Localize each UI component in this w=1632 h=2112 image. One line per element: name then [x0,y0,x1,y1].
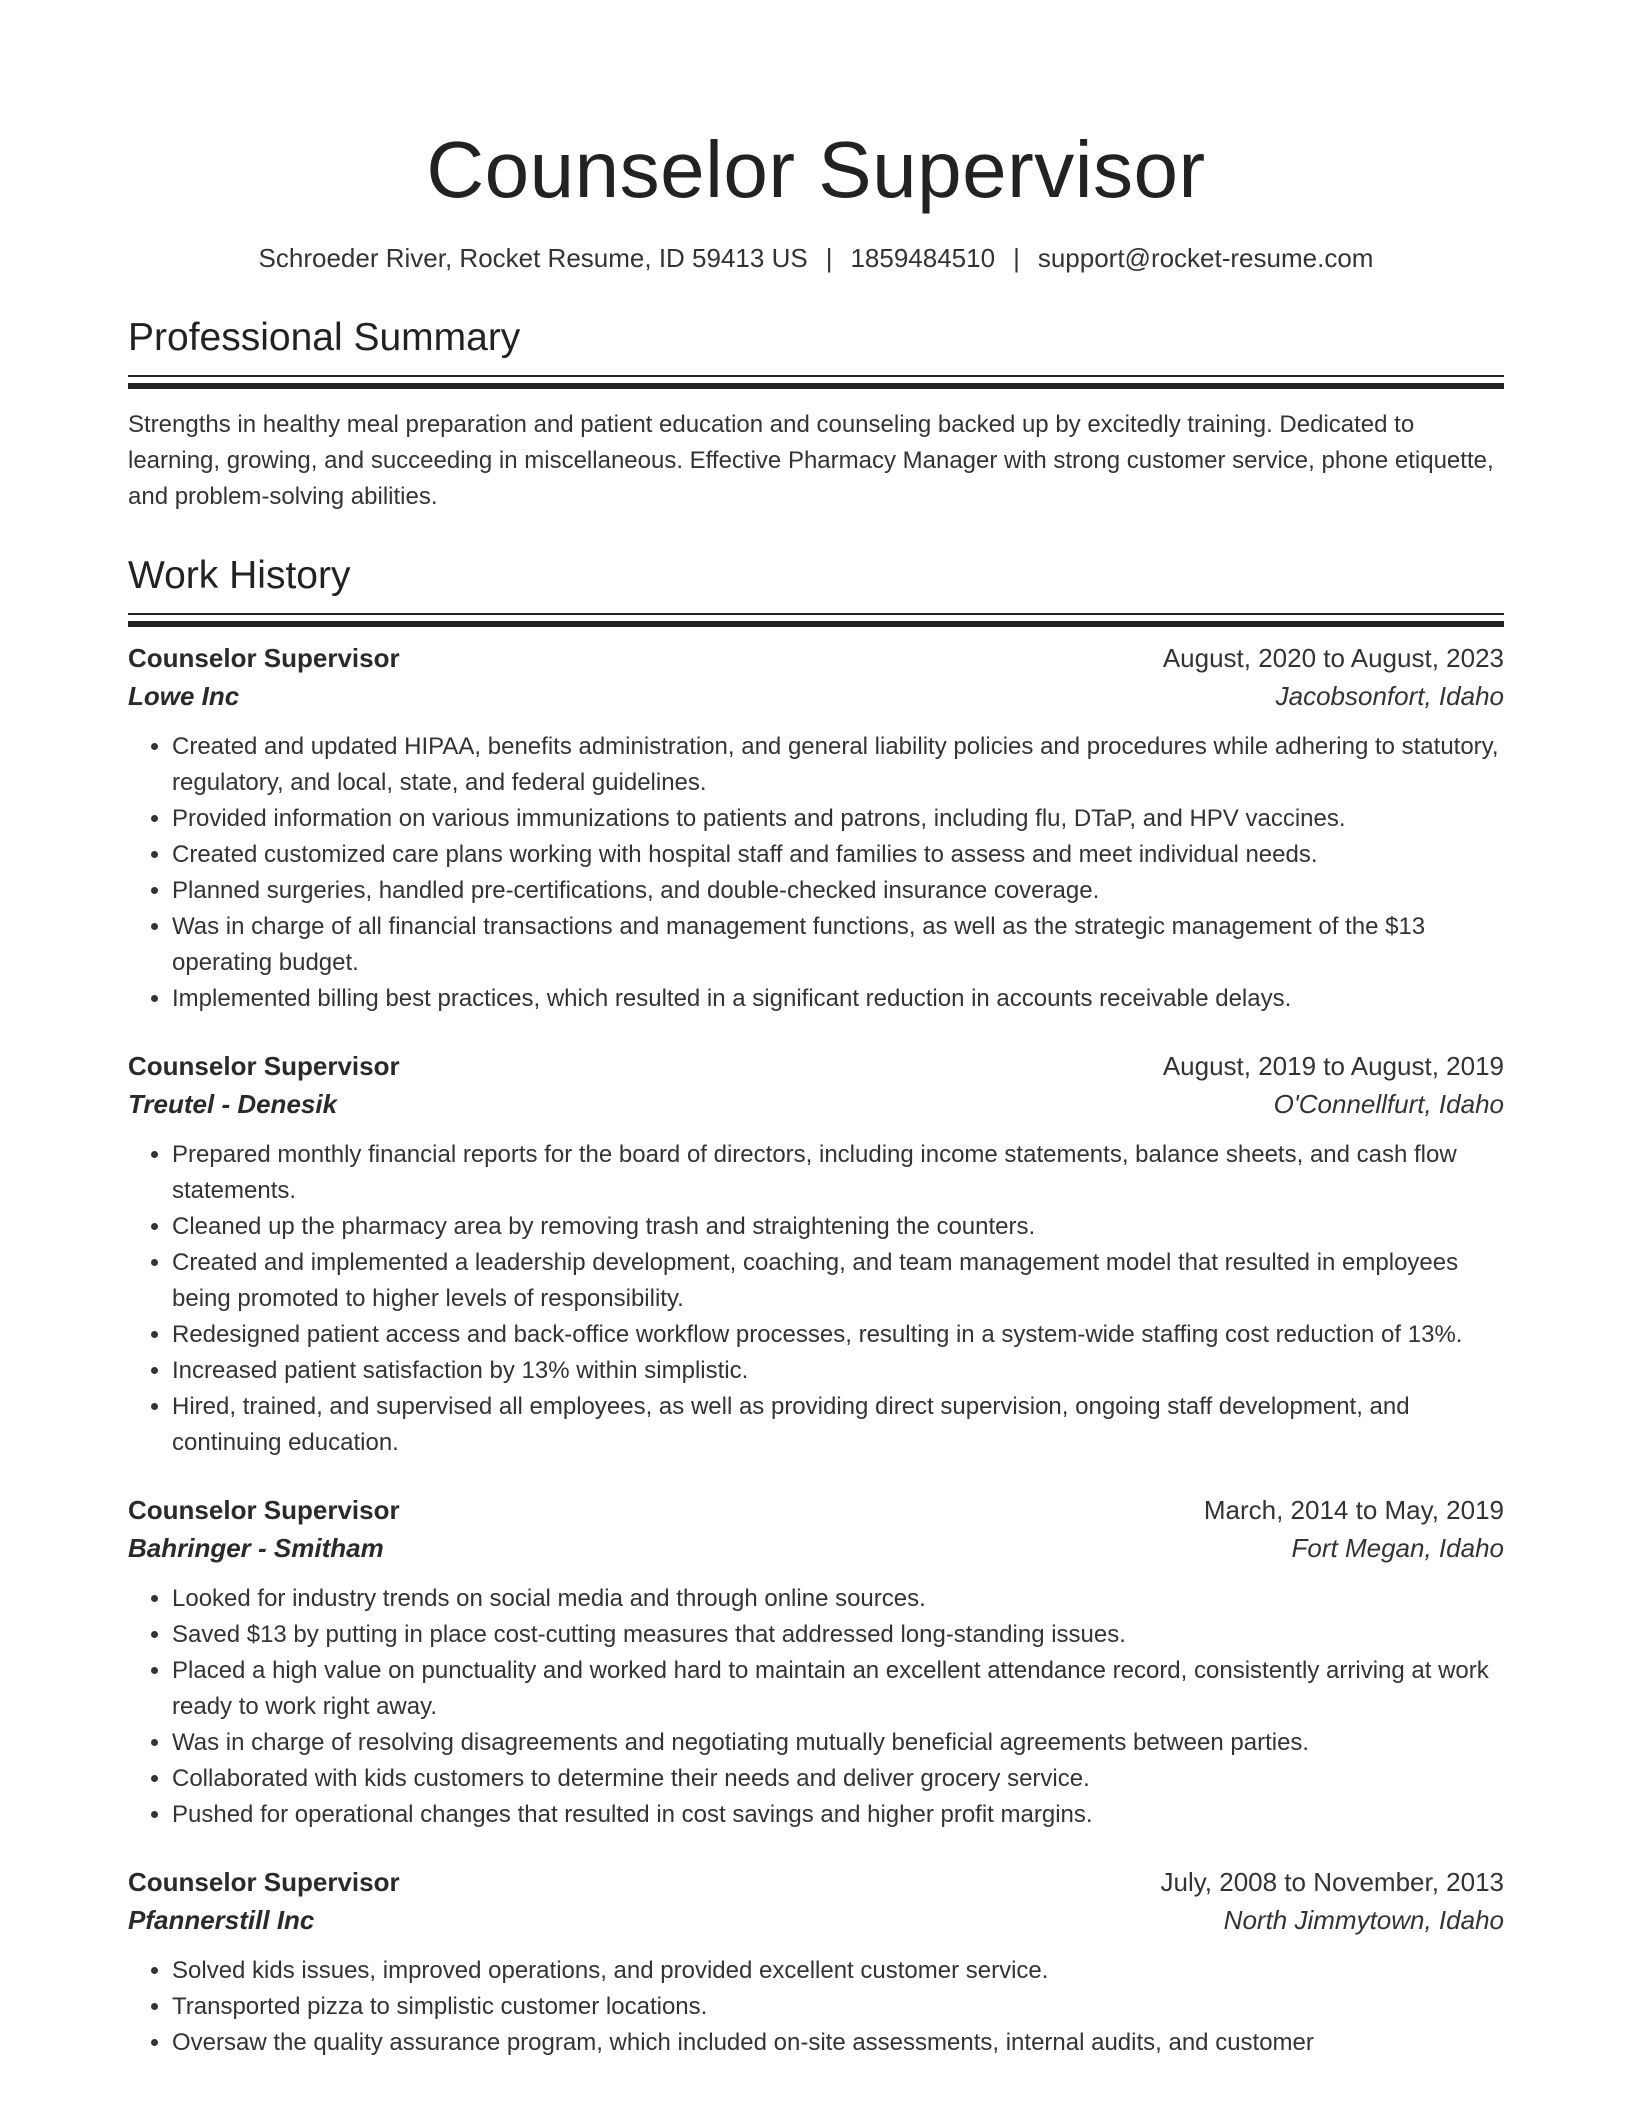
job-bullet: • Saved $13 by putting in place cost-cutting measures that addressed long-standing issues. [172,1617,1504,1653]
job-bullet: • Redesigned patient access and back-office workflow processes, resulting in a system-wide staffing cost reduction of 13%. [172,1317,1504,1353]
job-bullet: • Created and implemented a leadership development, coaching, and team management model that resulted in employees being promoted to higher levels of responsibility. [172,1245,1504,1317]
job-company-row [128,1529,1504,1567]
job-dates: August, 2020 to August, 2023 [1162,643,1504,673]
job-header-row [128,1863,1504,1901]
job-company-row [128,1901,1504,1939]
job-bullet: • Prepared monthly financial reports for the board of directors, including income statements, balance sheets, and cash flow statements. [172,1137,1504,1209]
job-entry [128,1863,1504,2061]
contact-separator: | [1013,243,1020,273]
job-company: Lowe Inc [128,681,240,711]
contact-separator: | [825,243,833,273]
job-bullet: • Was in charge of all financial transactions and management functions, as well as the strategic management of the $13 operating budget. [172,909,1504,981]
section-divider [128,375,1504,377]
job-header-row [128,1491,1504,1529]
contact-line [128,241,1504,275]
section-divider [128,613,1504,615]
job-location: North Jimmytown, Idaho [1223,1905,1504,1935]
job-bullet: • Was in charge of resolving disagreements and negotiating mutually beneficial agreements between parties. [172,1725,1504,1761]
summary-text: Strengths in healthy meal preparation and patient education and counseling backed up by excitedly training. Dedicated to learning, growing, and succeeding in miscellaneous. Effective Pharmacy Manager with strong customer service, phone etiquette, and problem-solving abilities. [128,411,1494,510]
job-bullet: • Created and updated HIPAA, benefits administration, and general liability policies and procedures while adhering to statutory, regulatory, and local, state, and federal guidelines. [172,729,1504,801]
section-title-summary: Professional Summary [128,316,521,359]
job-title: Counselor Supervisor [128,1051,400,1081]
job-bullet: • Planned surgeries, handled pre-certifications, and double-checked insurance coverage. [172,873,1504,909]
section-title-work-history: Work History [128,554,351,597]
job-bullet: • Provided information on various immunizations to patients and patrons, including flu, DTaP, and HPV vaccines. [172,801,1504,837]
job-title: Counselor Supervisor [128,1495,400,1525]
job-company-row [128,677,1504,715]
job-bullet-list [128,1137,1504,1461]
job-entry [128,1047,1504,1461]
job-bullet: • Oversaw the quality assurance program, which included on-site assessments, internal audits, and customer [172,2025,1504,2061]
job-location: Jacobsonfort, Idaho [1275,681,1504,711]
resume-page [128,0,1504,2091]
job-entry [128,639,1504,1017]
job-header-row [128,1047,1504,1085]
job-company-row [128,1085,1504,1123]
job-dates: July, 2008 to November, 2013 [1160,1867,1504,1897]
job-company: Pfannerstill Inc [128,1905,315,1935]
job-entry [128,1491,1504,1833]
job-bullet-list [128,1953,1504,2061]
job-location: O'Connellfurt, Idaho [1273,1089,1504,1119]
job-dates: August, 2019 to August, 2019 [1162,1051,1504,1081]
job-bullet: • Created customized care plans working with hospital staff and families to assess and meet individual needs. [172,837,1504,873]
job-location: Fort Megan, Idaho [1291,1533,1504,1563]
job-title: Counselor Supervisor [128,643,400,673]
professional-summary-section [128,313,1504,515]
job-bullet: • Transported pizza to simplistic customer locations. [172,1989,1504,2025]
job-bullet: • Looked for industry trends on social media and through online sources. [172,1581,1504,1617]
job-list [128,639,1504,2061]
job-bullet: • Collaborated with kids customers to determine their needs and deliver grocery service. [172,1761,1504,1797]
resume-name: Counselor Supervisor [426,125,1206,214]
job-title: Counselor Supervisor [128,1867,400,1897]
job-dates: March, 2014 to May, 2019 [1203,1495,1504,1525]
job-bullet: • Cleaned up the pharmacy area by removing trash and straightening the counters. [172,1209,1504,1245]
job-bullet-list [128,1581,1504,1833]
job-bullet: • Pushed for operational changes that resulted in cost savings and higher profit margins. [172,1797,1504,1833]
job-bullet: • Implemented billing best practices, which resulted in a significant reduction in accounts receivable delays. [172,981,1504,1017]
contact-email: support@rocket-resume.com [1037,243,1374,273]
work-history-section [128,551,1504,2061]
job-bullet: • Increased patient satisfaction by 13% within simplistic. [172,1353,1504,1389]
job-bullet: • Placed a high value on punctuality and worked hard to maintain an excellent attendance record, consistently arriving at work ready to work right away. [172,1653,1504,1725]
job-bullet-list [128,729,1504,1017]
job-bullet: • Solved kids issues, improved operations, and provided excellent customer service. [172,1953,1504,1989]
contact-address: Schroeder River, Rocket Resume, ID 59413 US [258,243,808,273]
job-company: Bahringer - Smitham [128,1533,384,1563]
job-bullet: • Hired, trained, and supervised all employees, as well as providing direct supervision, ongoing staff development, and continuing education. [172,1389,1504,1461]
job-header-row [128,639,1504,677]
contact-phone: 1859484510 [850,243,996,273]
job-company: Treutel - Denesik [128,1089,338,1119]
